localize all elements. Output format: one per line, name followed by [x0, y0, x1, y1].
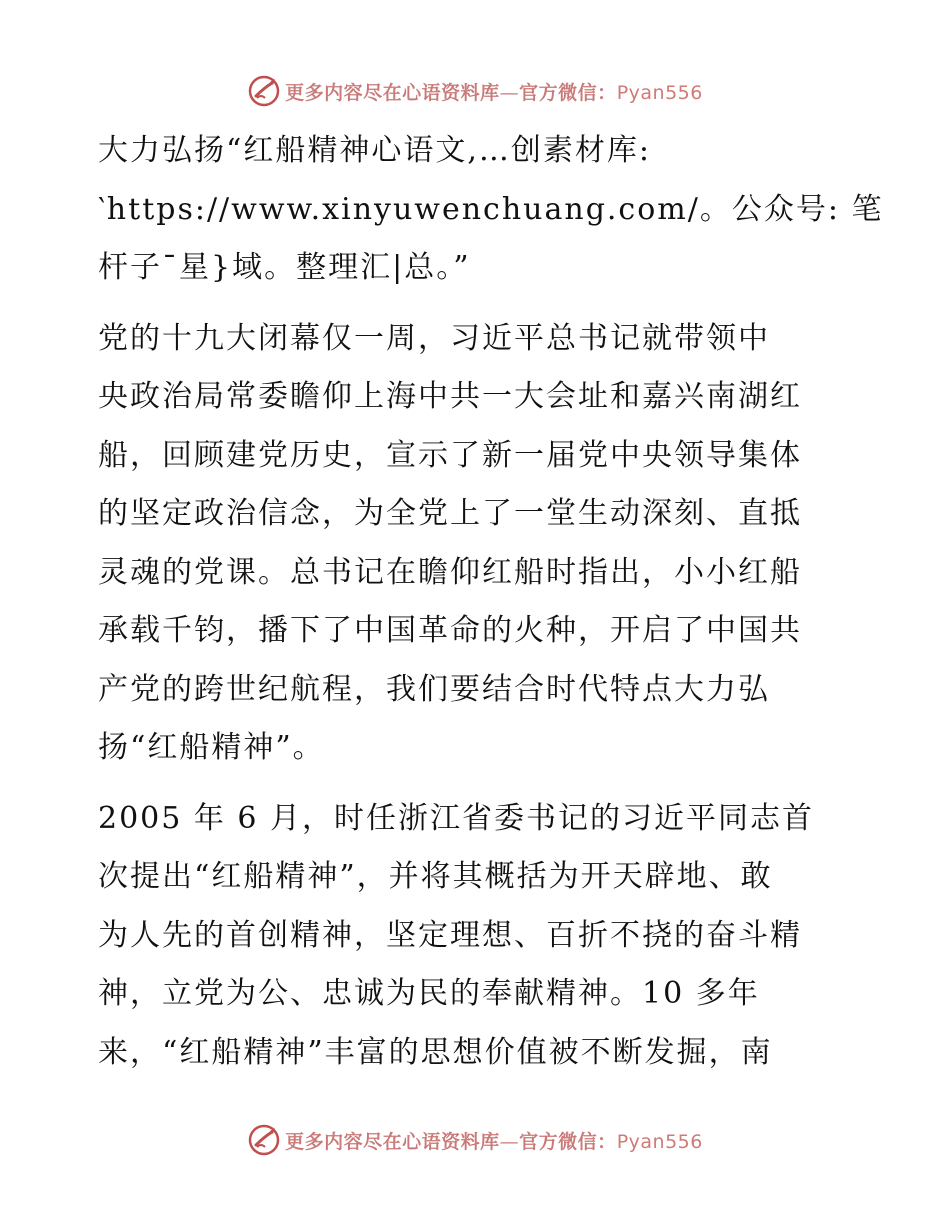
paragraph-line: 灵魂的党课。总书记在瞻仰红船时指出，小小红船: [98, 554, 802, 590]
paragraph-line: 承载千钧，播下了中国革命的火种，开启了中国共: [98, 613, 802, 648]
watermark-wechat-label: 官方微信：: [519, 1130, 617, 1153]
paragraph-line: 为人先的首创精神，坚定理想、百折不挠的奋斗精: [98, 917, 802, 953]
paragraph-3: [98, 790, 848, 1083]
watermark-wechat-label: 官方微信：: [519, 81, 617, 104]
paragraph-line: 扬“红船精神”。: [98, 730, 325, 765]
watermark-wechat-id: Pyan556: [616, 81, 703, 104]
watermark-dash: —: [499, 81, 520, 104]
paragraph-1: [98, 122, 884, 298]
paragraph-line: 来，“红船精神”丰富的思想价值被不断发掘，南: [98, 1034, 773, 1070]
paragraph-2: [98, 310, 848, 778]
paragraph-line: 央政治局常委瞻仰上海中共一大会址和嘉兴南湖红: [98, 379, 802, 414]
watermark-wechat-id: Pyan556: [616, 1130, 703, 1153]
paragraph-line: 船，回顾建党历史，宣示了新一届党中央领导集体: [98, 437, 802, 473]
paragraph-line: 大力弘扬“红船精神心语文,…创素材库:: [98, 133, 651, 168]
book-pen-logo-icon: [247, 1123, 281, 1157]
paragraph-line: 党的十九大闭幕仅一周，习近平总书记就带领中: [98, 320, 770, 356]
watermark-library-text: 更多内容尽在心语资料库: [285, 1130, 500, 1153]
paragraph-line: 神，立党为公、忠诚为民的奉献精神。10 多年: [98, 976, 760, 1011]
paragraph-line: 杆子¯星}域。整理汇|总。”: [98, 250, 471, 285]
book-pen-logo-icon: [247, 74, 281, 108]
document-body: [98, 122, 884, 1094]
footer-watermark: [0, 1120, 950, 1160]
paragraph-line: 的坚定政治信念，为全党上了一堂生动深刻、直抵: [98, 496, 802, 531]
paragraph-line: 产党的跨世纪航程，我们要结合时代特点大力弘: [98, 671, 770, 707]
paragraph-line: 2005 年 6 月，时任浙江省委书记的习近平同志首: [98, 800, 815, 836]
paragraph-line: 次提出“红船精神”，并将其概括为开天辟地、敢: [98, 859, 773, 894]
paragraph-line: ‵https://www.xinyuwenchuang.com/。公众号: 笔: [98, 191, 884, 227]
header-watermark: [0, 71, 950, 111]
watermark-library-text: 更多内容尽在心语资料库: [285, 81, 500, 104]
watermark-dash: —: [499, 1130, 520, 1153]
